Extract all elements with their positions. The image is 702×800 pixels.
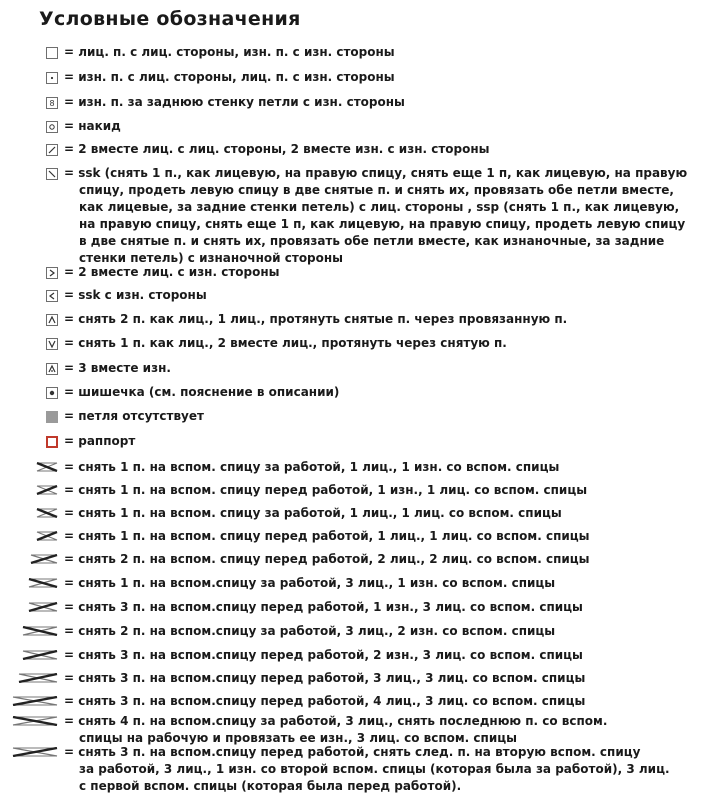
legend-text: = снять 3 п. на вспом.спицу перед работой, 3 лиц., 3 лиц. со вспом. спицы (64, 671, 586, 685)
legend-text: = снять 1 п. на вспом. спицу перед работой, 1 изн., 1 лиц. со вспом. спицы (64, 483, 588, 497)
cable-2-3-left-icon (22, 650, 58, 660)
legend-item (0, 528, 702, 545)
cable-3-1-3-right-icon (12, 716, 58, 726)
double-decrease-icon (46, 314, 58, 326)
legend-text: = снять 1 п. на вспом. спицу за работой, 1 лиц., 1 лиц. со вспом. спицы (64, 506, 562, 520)
ssk-icon (46, 168, 58, 180)
cable-1-1-right-icon (36, 508, 58, 518)
legend-text-continued: на правую спицу, снять еще 1 п, как лицевую, на правую спицу, продеть левую спицу (79, 217, 686, 231)
cable-4-3-left-icon (12, 696, 58, 706)
legend-text-continued: за работой, 3 лиц., 1 изн. со второй вспом. спицы (которая была за работой), 3 лиц. (79, 762, 670, 776)
cable-3-1-right-icon (28, 578, 58, 588)
legend-text: = снять 1 п. на вспом. спицу за работой, 1 лиц., 1 изн. со вспом. спицы (64, 460, 560, 474)
legend-item (0, 141, 702, 158)
legend-text: = снять 3 п. на вспом.спицу перед работой, 4 лиц., 3 лиц. со вспом. спицы (64, 694, 586, 708)
legend-text: = изн. п. с лиц. стороны, лиц. п. с изн. стороны (64, 70, 395, 84)
legend-item (0, 360, 702, 377)
purl-dot-icon (46, 72, 58, 84)
legend-text: = шишечка (см. пояснение в описании) (64, 385, 340, 399)
legend-item (0, 713, 702, 747)
legend-text-continued: с первой вспом. спицы (которая была перед работой). (79, 779, 462, 793)
legend-item (0, 744, 702, 795)
legend-text: = 2 вместе лиц. с лиц. стороны, 2 вместе изн. с изн. стороны (64, 142, 490, 156)
legend-text: = раппорт (64, 434, 136, 448)
legend-text: = ssk с изн. стороны (64, 288, 207, 302)
cable-1-1-left-icon (36, 531, 58, 541)
legend-text: = снять 1 п. как лиц., 2 вместе лиц., протянуть через снятую п. (64, 336, 507, 350)
k2tog-icon (46, 144, 58, 156)
legend-item (0, 551, 702, 568)
legend-text-continued: как лицевые, за задние стенки петель) с лиц. стороны , ssp (снять 1 п., как лицевую, (79, 200, 680, 214)
legend-item (0, 94, 702, 111)
k2tog-ws-icon (46, 267, 58, 279)
yarn-over-icon (46, 121, 58, 133)
legend-text: = петля отсутствует (64, 409, 204, 423)
legend-text: = снять 4 п. на вспом.спицу за работой, 3 лиц., снять последнюю п. со вспом. (64, 714, 608, 728)
legend-text-continued: спицы на рабочую и провязать ее изн., 3 лиц. со вспом. спицы (79, 731, 517, 745)
page-title: Условные обозначения (39, 8, 301, 30)
cable-3-1-3-left-icon (12, 747, 58, 757)
no-stitch-icon (46, 411, 58, 423)
legend-item (0, 264, 702, 281)
legend-text: = снять 2 п. как лиц., 1 лиц., протянуть снятые п. через провязанную п. (64, 312, 568, 326)
legend-item (0, 575, 702, 592)
cable-3-2-right-icon (22, 626, 58, 636)
legend-item (0, 433, 702, 450)
cable-1-3-left-icon (28, 602, 58, 612)
purl-tbl-icon (46, 97, 58, 109)
legend-item (0, 623, 702, 640)
cable-3-3-left-icon (18, 673, 58, 683)
p3tog-icon (46, 363, 58, 375)
legend-item (0, 69, 702, 86)
legend-item (0, 693, 702, 710)
legend-text: = снять 1 п. на вспом. спицу перед работой, 1 лиц., 1 лиц. со вспом. спицы (64, 529, 590, 543)
legend-item (0, 670, 702, 687)
cable-1-1-right-purl-icon (36, 462, 58, 472)
legend-item (0, 505, 702, 522)
legend-text: = изн. п. за заднюю стенку петли с изн. стороны (64, 95, 405, 109)
svg-text:8: 8 (49, 99, 55, 108)
legend-item (0, 287, 702, 304)
legend-item (0, 459, 702, 476)
legend-text: = 3 вместе изн. (64, 361, 171, 375)
legend-text: = снять 2 п. на вспом.спицу за работой, 3 лиц., 2 изн. со вспом. спицы (64, 624, 556, 638)
legend-item (0, 44, 702, 61)
legend-text: = снять 3 п. на вспом.спицу перед работой, 2 изн., 3 лиц. со вспом. спицы (64, 648, 583, 662)
legend-item (0, 311, 702, 328)
legend-item (0, 599, 702, 616)
legend-item (0, 384, 702, 401)
legend-item (0, 482, 702, 499)
knit-square-icon (46, 47, 58, 59)
legend-item (0, 647, 702, 664)
legend-text: = лиц. п. с лиц. стороны, изн. п. с изн. стороны (64, 45, 395, 59)
legend-item (0, 165, 702, 267)
legend-item (0, 335, 702, 352)
legend-text-continued: спицу, продеть левую спицу в две снятые п. и снять их, провязать обе петли вместе, (79, 183, 674, 197)
bobble-icon (46, 387, 58, 399)
legend-text: = снять 1 п. на вспом.спицу за работой, 3 лиц., 1 изн. со вспом. спицы (64, 576, 556, 590)
legend-text: = ssk (снять 1 п., как лицевую, на правую спицу, снять еще 1 п, как лицевую, на правую (64, 166, 688, 180)
ssk-ws-icon (46, 290, 58, 302)
legend-item (0, 118, 702, 135)
legend-text: = снять 2 п. на вспом. спицу перед работой, 2 лиц., 2 лиц. со вспом. спицы (64, 552, 590, 566)
cable-1-1-left-purl-icon (36, 485, 58, 495)
legend-text-continued: стенки петель) с изнаночной стороны (79, 251, 344, 265)
legend-item (0, 408, 702, 425)
cable-2-2-left-icon (30, 554, 58, 564)
repeat-icon (46, 436, 58, 448)
legend-text: = накид (64, 119, 121, 133)
legend-text: = 2 вместе лиц. с изн. стороны (64, 265, 280, 279)
legend-text-continued: в две снятые п. и снять их, провязать обе петли вместе, как изнаночные, за задние (79, 234, 665, 248)
sk2p-icon (46, 338, 58, 350)
legend-text: = снять 3 п. на вспом.спицу перед работой, снять след. п. на вторую вспом. спицу (64, 745, 641, 759)
legend-text: = снять 3 п. на вспом.спицу перед работой, 1 изн., 3 лиц. со вспом. спицы (64, 600, 583, 614)
